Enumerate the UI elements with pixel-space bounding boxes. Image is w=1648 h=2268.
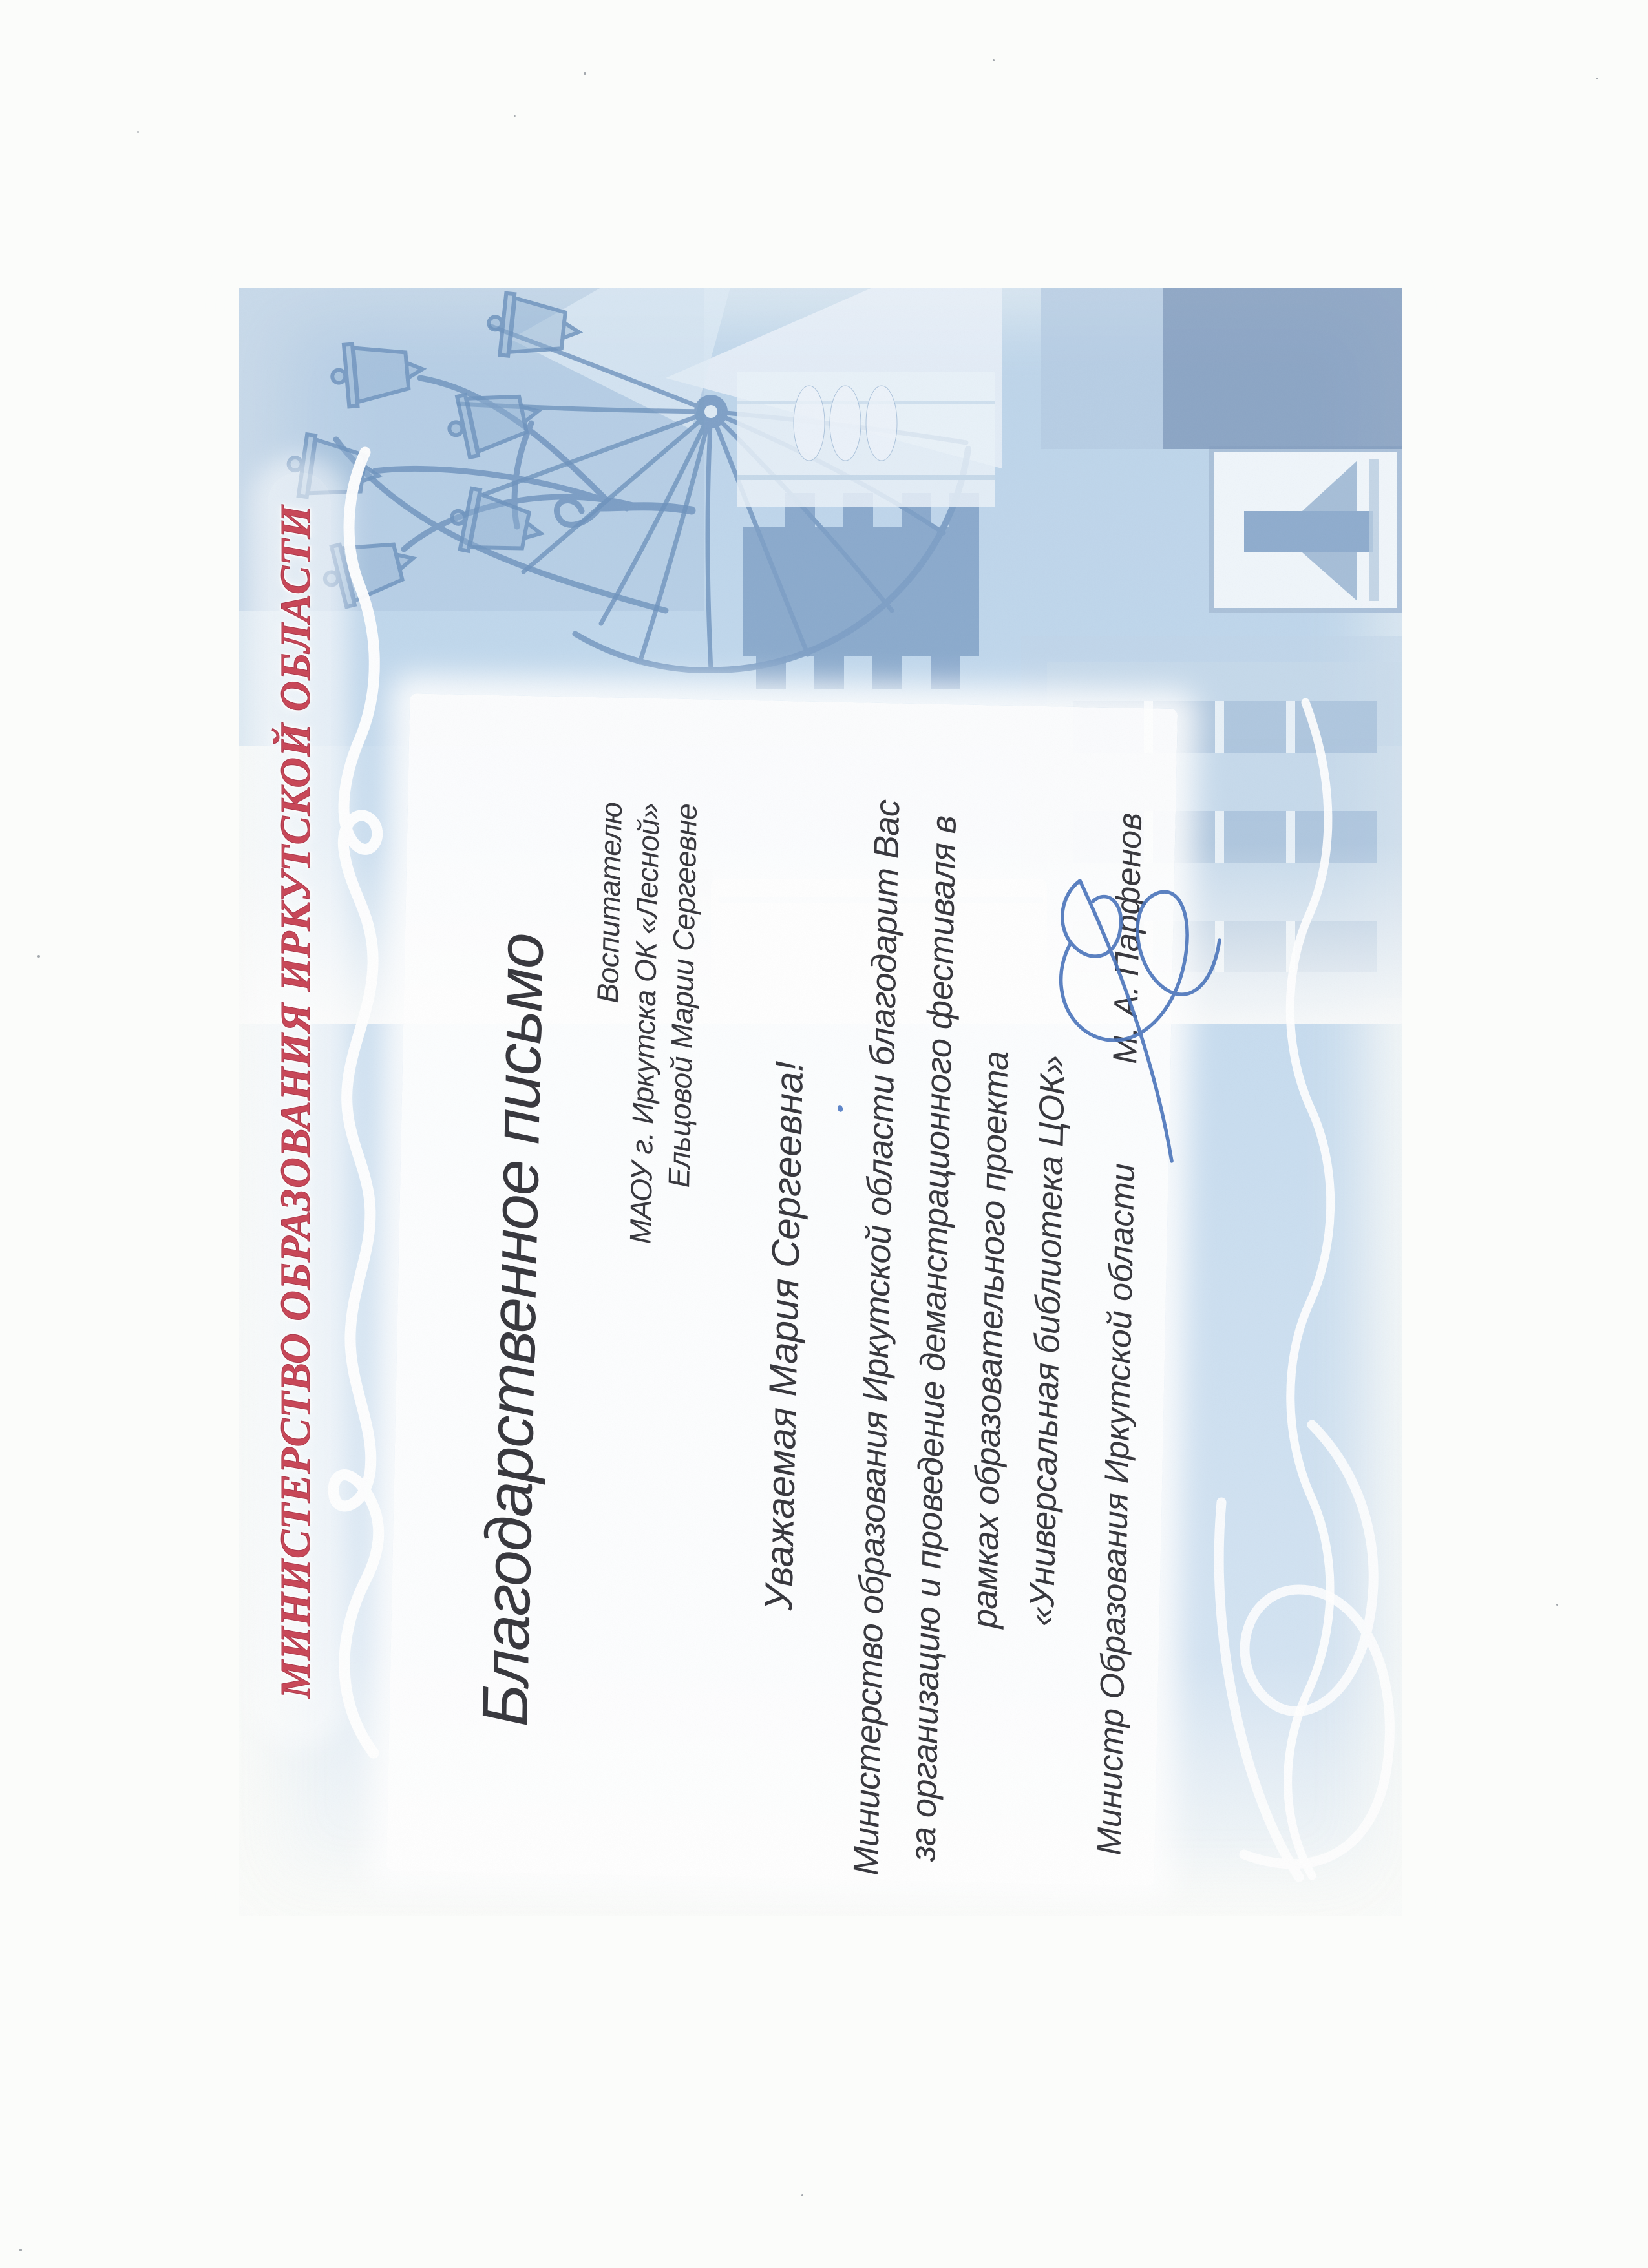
addressee-line: Воспитателю [590,802,629,1003]
scan-speckle [137,131,139,133]
body-line: рамках образовательного проекта [965,1051,1016,1629]
addressee-line: Ельцовой Марии Сергеевне [662,803,704,1188]
ministry-header-text: МИНИСТЕРСТВО ОБРАЗОВАНИЯ ИРКУТСКОЙ ОБЛАСТИ [268,472,331,1730]
letter-title: Благодарственное письмо [469,933,557,1728]
scan-speckle [19,2249,22,2251]
wave-flourish-top [333,452,379,1753]
ministry-header [268,288,331,1916]
greeting-line: Уважаемая Мария Сергеевна! [757,1060,812,1611]
scan-speckle [993,59,995,61]
scan-speckle [1556,1604,1558,1606]
certificate-sheet [239,288,1402,1916]
swirl-flourish [1219,1425,1389,1877]
signer-title: Министр Образования Иркутской области [1090,1162,1143,1856]
signer-name: М. А. Парфенов [1106,812,1149,1065]
addressee-line: МАОУ г. Иркутска ОК «Лесной» [623,803,666,1244]
scan-speckle [514,115,516,117]
signature-scribble [1037,863,1231,1173]
body-line: за организацию и проведение деманстрационного фестиваля в [903,815,964,1862]
scan-speckle [1596,78,1598,79]
scan-speckle [37,955,40,958]
scan-speckle [584,72,586,75]
body-line: «Универсальная библиотека ЦОК» [1022,1055,1073,1627]
addressee-block [571,802,705,1876]
body-line: Министерство образования Иркутской области благодарит Вас [846,799,907,1876]
scan-speckle [801,2194,803,2196]
